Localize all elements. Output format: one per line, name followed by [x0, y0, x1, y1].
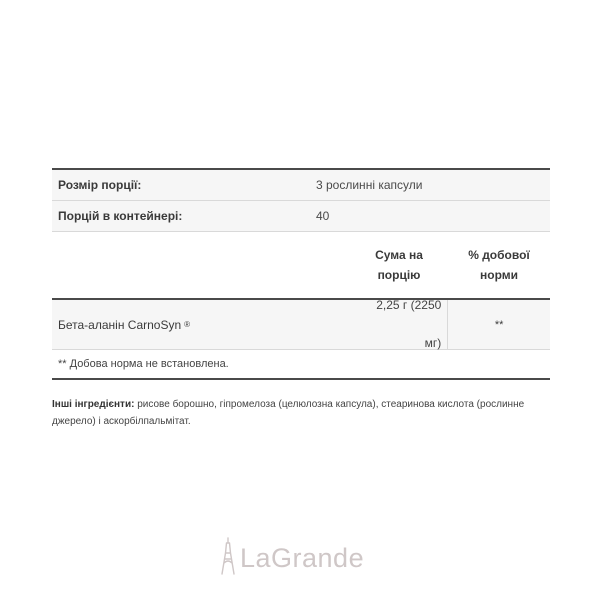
- other-ingredients-label: Інші інгредієнти:: [52, 399, 135, 410]
- table-header-row: [52, 232, 550, 298]
- supplement-facts-table: [52, 168, 550, 380]
- table-bottom-rule: [52, 378, 550, 380]
- ingredient-daily-value: **: [447, 300, 550, 349]
- servings-per-container-value: 40: [316, 209, 330, 223]
- ingredient-amount: 2,25 г (2250 мг): [376, 298, 442, 350]
- eiffel-tower-icon: [218, 537, 238, 580]
- serving-size-value: 3 рослинні капсули: [316, 178, 423, 192]
- watermark-text: LaGrande: [240, 542, 365, 573]
- servings-per-container-label: Порцій в контейнері:: [58, 209, 183, 223]
- serving-size-label: Розмір порції:: [58, 178, 142, 192]
- other-ingredients: [52, 396, 552, 430]
- ingredient-row: [52, 300, 550, 349]
- servings-per-container-row: [52, 201, 550, 231]
- daily-value-header: % добової норми: [468, 248, 530, 282]
- other-ingredients-text: рисове борошно, гіпромелоза (целюлозна капсула), стеаринова кислота (рослинне джерело) і аскорбілпальмітат.: [52, 399, 525, 427]
- serving-size-row: [52, 170, 550, 200]
- amount-per-serving-header: Сума на порцію: [375, 248, 423, 282]
- footnote: ** Добова норма не встановлена.: [52, 350, 550, 378]
- registered-mark: ®: [184, 320, 191, 329]
- watermark-logo: [218, 538, 388, 578]
- ingredient-name: Бета-аланін CarnoSyn ®: [58, 317, 191, 332]
